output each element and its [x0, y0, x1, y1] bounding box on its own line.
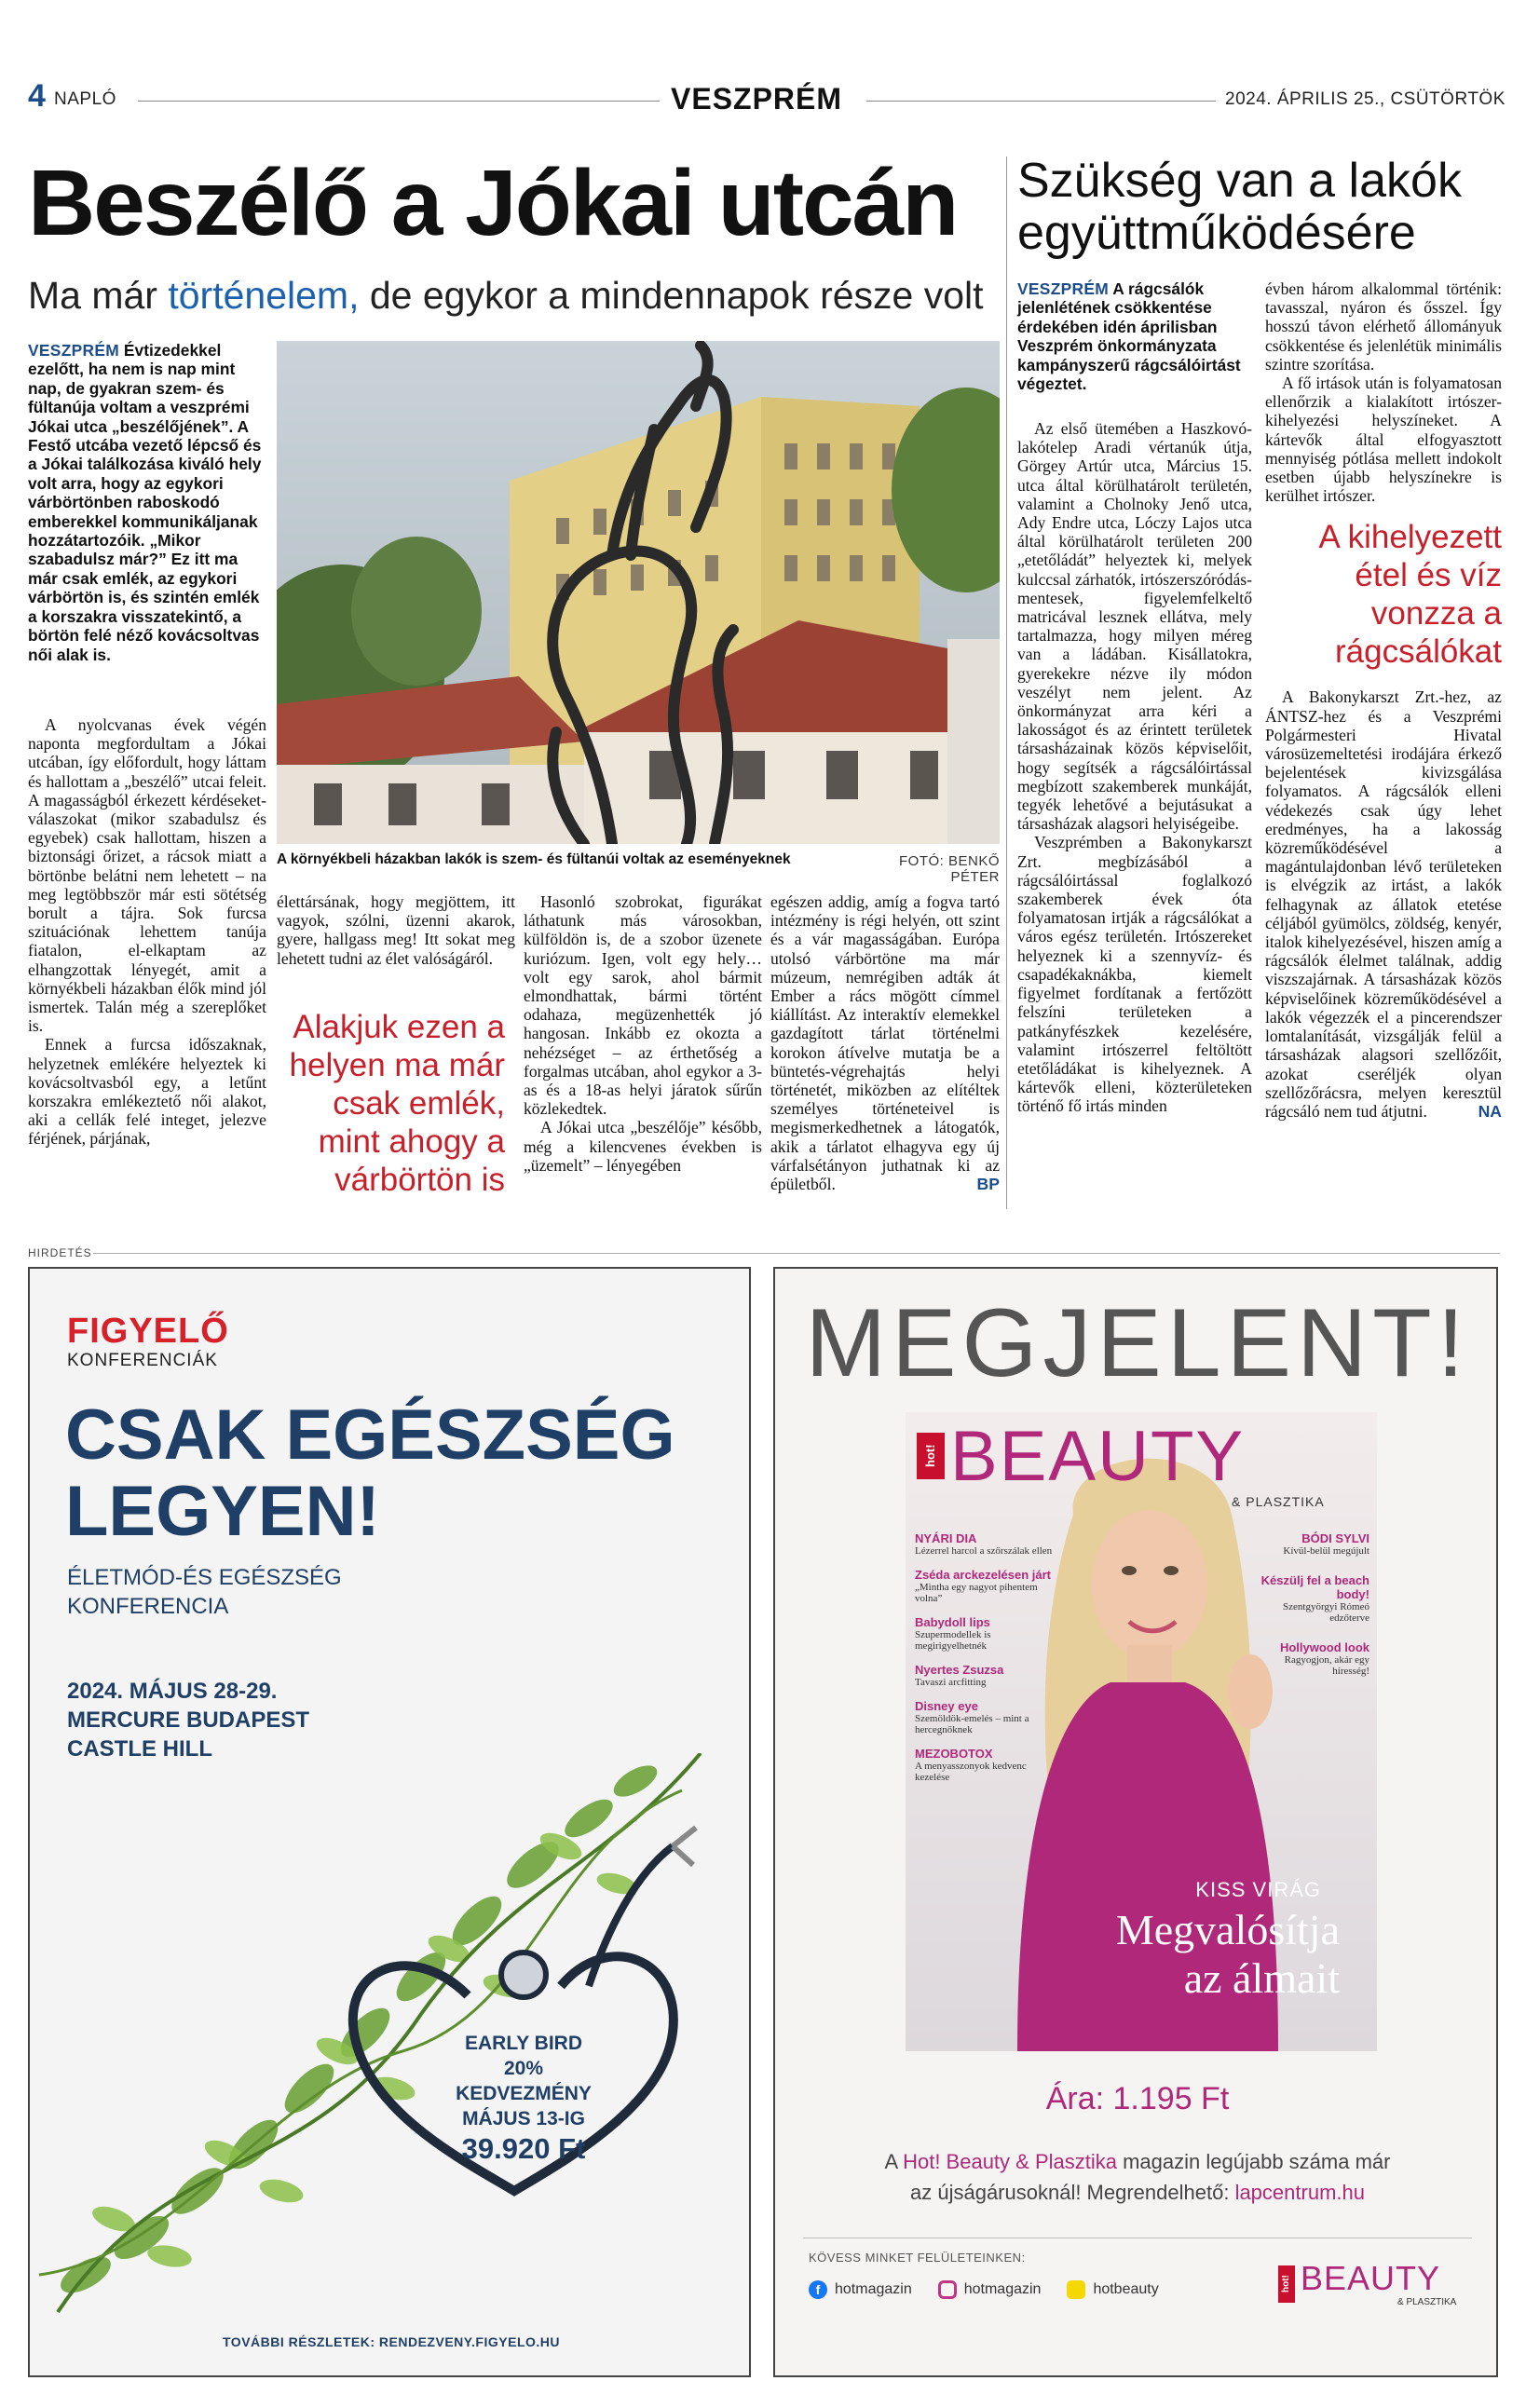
cover-right-item: Hollywood look Ragyogjon, akár egy híresség! — [1279, 1640, 1369, 1677]
main-lead-text: Évtizedekkel ezelőtt, ha nem is nap mint nap, de gyakran szem- és fültanúja voltam a veszprémi Jókai utca „beszélőjének”. A Festő utcába vezető lépcső és a Jókai találkozása kiváló hely volt arra, hogy az egykori várbörtönben raboskodó emberekkel kommunikáljanak hozzátartozóik. „Mikor szabadulsz már?” Ez itt ma már csak emlék, az egykori várbörtön is, és szintén emlék a korszakra visszatekintő, a börtön felé néző kovácsoltvas női alak is. — [28, 341, 262, 664]
cover-name: KISS VIRÁG — [1195, 1878, 1321, 1901]
cover-subtitle: & PLASZTIKA — [1232, 1494, 1325, 1509]
ad-conference-offer-2: 20% KEDVEZMÉNY — [456, 2058, 592, 2104]
ad-conference-offer — [435, 2031, 612, 2167]
main-col3 — [524, 892, 762, 1175]
section-title: VESZPRÉM — [671, 82, 843, 116]
ad-conference-offer-1: EARLY BIRD — [464, 2033, 583, 2054]
main-col2 — [277, 892, 515, 968]
social-instagram[interactable]: hotmagazin — [938, 2280, 1042, 2299]
social-snapchat[interactable]: hotbeauty — [1067, 2280, 1158, 2299]
ads-label: HIRDETÉS — [28, 1246, 92, 1259]
logo-sub: & PLASZTIKA — [1397, 2297, 1457, 2307]
header-rule-right — [866, 101, 1216, 102]
main-lead — [28, 341, 266, 664]
main-signature: BP — [976, 1175, 1000, 1194]
subhead-highlight: történelem, — [168, 274, 360, 317]
ad-magazine-promo: A Hot! Beauty & Plasztika magazin legújabb száma már az újságárusoknál! Megrendelhető: lapcentrum.hu — [884, 2150, 1391, 2204]
facebook-icon: f — [809, 2280, 827, 2299]
cover-slogan-2: az álmait — [1183, 1954, 1340, 2002]
article-divider — [1006, 156, 1007, 1209]
cover-badge: hot! — [917, 1433, 945, 1479]
promo-brand: Hot! Beauty & Plasztika — [903, 2150, 1117, 2173]
ad-conference-brand: FIGYELŐ — [67, 1312, 229, 1351]
main-col1 — [28, 715, 266, 1149]
ad-conference-brand-sub: KONFERENCIÁK — [67, 1351, 218, 1370]
main-col4-p1: egészen addig, amíg a fogva tartó intézmény is régi helyén, ott szint és a vár magasságában. Európa utolsó várbörtöne ma már múzeum, nemrégiben adták át Ember a rács mögött címmel kiállítást. Az interaktív elemekkel gazdagított tárlat történelmi korokon átívelve mutatja be a büntetés-végrehajtás helyi történetét, miközben az elítéltek személyes történeteivel is megismerkedhetnek a látogatók, akik a tárlatot elhagyva egy új várfalsétányon juthatnak ki az épületből. — [770, 892, 1000, 1194]
ad-conference-date-2: MERCURE BUDAPEST — [67, 1707, 310, 1733]
dna-stethoscope-illustration — [30, 1753, 751, 2331]
instagram-icon — [938, 2280, 957, 2299]
ad-conference-title-1: CSAK EGÉSZSÉG — [65, 1395, 675, 1475]
side-col2-p2: A fő irtások után is folyamatosan ellenőrzik a kialakított irtószer-kihelyezési helyszíneket. A kártevők által elfogyasztott mennyiség pótlása mellett indokolt esetben újabb helyszínekre is kerülhet irtószer. — [1265, 374, 1502, 506]
ad-conference-subtitle-2: KONFERENCIA — [67, 1594, 229, 1619]
header-rule-left — [138, 101, 660, 102]
cover-item: NYÁRI DIA Lézerrel harcol a szőrszálak ellen — [915, 1531, 1053, 1557]
main-col1-p1: A nyolcvanas évek végén naponta megfordultam a Jókai utcában, így előfordult, hogy láttam és hallottam a „beszélő” utcai feleit. A magasságból érkezett kérdéseket-válaszokat (mikor szabadulsz és egyebek) csak hallottam, hiszen a biztonsági őrizet, a rácsok miatt a börtönbe belátni nem lehetett – na meg legtöbbször már esti sötétség borult a tájra. Sok furcsa szituációnak lehettem tanúja fiatalon, el-elkaptam az elhangzottak lényegét, amit a környékbeli házakban élők mind jól ismertek. Talán még a szereplőket is. — [28, 715, 266, 1036]
ad-conference-footer[interactable]: TOVÁBBI RÉSZLETEK: RENDEZVENY.FIGYELO.HU — [223, 2334, 560, 2349]
ad-conference-title — [65, 1397, 675, 1550]
main-photo — [277, 341, 1000, 844]
main-lead-kicker: VESZPRÉM — [28, 341, 120, 360]
follow-label: KÖVESS MINKET FELÜLETEINKEN: — [809, 2251, 1026, 2265]
side-pull-quote: A kihelyezett étel és víz vonzza a rágcsálókat — [1318, 519, 1502, 671]
side-lead — [1017, 279, 1252, 393]
ads-rule — [93, 1253, 1500, 1254]
cover-slogan-1: Megvalósítja — [1115, 1906, 1340, 1953]
ad-conference-subtitle-1: ÉLETMÓD-ÉS EGÉSZSÉG — [67, 1565, 342, 1590]
ad-conference-price: 39.920 Ft — [461, 2132, 586, 2165]
ad-conference[interactable] — [28, 1267, 751, 2377]
ad-conference-dates — [67, 1677, 309, 1763]
cover-item: MEZOBOTOX A menyasszonyok kedvenc kezelése — [915, 1747, 1027, 1783]
side-lead-text: A rágcsálók jelenlétének csökkentése érdekében idén áprilisban Veszprém önkormányzata kampányszerű rágcsálóirtást végeztet. — [1017, 279, 1241, 394]
ad-conference-subtitle — [67, 1563, 342, 1621]
side-lead-kicker: VESZPRÉM — [1017, 279, 1110, 298]
cover-right-items — [1247, 1531, 1369, 1694]
ad-magazine[interactable] — [773, 1267, 1498, 2377]
cover-right-item: Készülj fel a beach body! Szentgyörgyi Rómeó edzőterve — [1260, 1573, 1369, 1624]
ad-magazine-headline: MEGJELENT! — [805, 1289, 1470, 1397]
cover-item: Disney eye Szemöldök-emelés – mint a hercegnőknek — [915, 1699, 1029, 1735]
logo-title: BEAUTY — [1301, 2259, 1441, 2297]
ad-conference-date-1: 2024. MÁJUS 28-29. — [67, 1679, 278, 1704]
main-pull-quote: Alakjuk ezen a helyen ma már csak emlék, mint ahogy a várbörtön is — [289, 1009, 505, 1198]
cover-slogan — [906, 1906, 1377, 2003]
ad-conference-offer-3: MÁJUS 13-IG — [462, 2108, 585, 2129]
cover-item: Babydoll lips Szupermodellek is megirigyelhetnék — [915, 1615, 991, 1652]
main-col3-p1: Hasonló szobrokat, figurákat láthatunk más városokban, külföldön is, de a szobor üzenete kuriózum. Igen, volt egy hely… volt egy sarok, ahol bármit elmondhattak, bármi történt odahaza, megüzenhették jó hangosan. Inkább ez okozta a nehézséget – az érthetőség a forgalmas utcában, ahol egykor a 3-as és a 18-as helyi járatok sűrűn közlekedtek. — [524, 892, 762, 1119]
issue-date: 2024. ÁPRILIS 25., CSÜTÖRTÖK — [1225, 89, 1506, 109]
social-facebook[interactable]: f hotmagazin — [809, 2280, 912, 2299]
magazine-cover — [906, 1412, 1377, 2051]
cover-item: Nyertes Zsuzsa Tavaszi arcfitting — [915, 1663, 1004, 1688]
side-col1-p2: Veszprémben a Bakonykarszt Zrt. megbízásából a rágcsálóirtással foglalkozó szakemberek évek óta folyamatosan irtják a rágcsálókat a város egész területén. Irtószereket helyeznek ki a szennyvíz- és csapadékaknákba, kiemelt figyelmet fordítanak a fertőzött felszíni területeken a patkányfészkek kezelésére, valamint irtószerrel feltöltött etetőládákat is kihelyeznek. A kártevők elleni, közterületeken történő fő irtás minden — [1017, 833, 1252, 1116]
logo-badge: hot! — [1278, 2265, 1295, 2303]
main-col2-p1: élettársának, hogy megjöttem, itt vagyok, szólni, üzenni akarok, gyere, hallgass meg! Itt sokat meg lehetett tudni az élet valóságáról. — [277, 892, 515, 968]
cover-title: BEAUTY — [950, 1417, 1246, 1496]
main-subhead — [28, 275, 997, 317]
photo-illustration — [277, 341, 1000, 844]
main-col4 — [770, 892, 1000, 1193]
main-col1-p2: Ennek a furcsa időszaknak, helyzetnek emlékére helyeztek ki kovácsoltvasból egy, a letűnt korszakra emlékeztető női alakot, aki a cellák felé integet, jelezve férjének, párjának, — [28, 1035, 266, 1149]
ad-conference-date-3: CASTLE HILL — [67, 1736, 212, 1762]
snapchat-icon — [1067, 2280, 1085, 2299]
side-col2-p3: A Bakonykarszt Zrt.-hez, az ÁNTSZ-hez és a Veszprémi Polgármesteri Hivatal városüzemeltetési irodájára érkező bejelentések kivizsgálása folyamatos. A rágcsálók elleni védekezés csak úgy lehet eredményes, ha a lakosság közreműködésével a magántulajdonban lévő területeken is elvégzik az irtást, a lakók felhagynak az állatok etetése céljából gyümölcs, zöldség, kenyér, italok kihelyezésével, hiszen amíg a rágcsálók élelmet találnak, addig viszszajárnak. A társasházak közös képviselőinek közreműködésével a lakók végezzék el a pincerendszer lomtalanítását, vizsgálják felül a társasházak alagsori szellőzőit, azokat cseréljék olyan szellőzőrácsra, melyen keresztül rágcsáló nem tud átjutni. — [1265, 687, 1502, 1121]
subhead-post: de egykor a mindennapok része volt — [359, 274, 984, 317]
ad-conference-title-2: LEGYEN! — [65, 1472, 380, 1551]
paper-name: NAPLÓ — [54, 89, 116, 109]
main-headline: Beszélő a Jókai utcán — [28, 151, 958, 255]
subhead-pre: Ma már — [28, 274, 169, 317]
photo-caption: A környékbeli házakban lakók is szem- és fültanúi voltak az eseményeknek — [277, 851, 791, 867]
side-signature: NA — [1478, 1102, 1502, 1122]
cover-left-items — [915, 1531, 1055, 1794]
side-col1-p1: Az első ütemében a Haszkovó-lakótelep Aradi vértanúk útja, Görgey Artúr utca, Március 15. utca által körülhatárolt területén, valamint a Cholnoky Jenő utca, Ady Endre utca, Lóczy Lajos utca által körülhatárolt területen 200 „etetőládát” helyeztek ki, melyek kulccsal zárhatók, irtószerszóródás-mentesek, figyelemfelkeltő matricával lesznek ellátva, mely tartalmazza, hogy milyen méreg van a ládában. Kisállatokra, gyerekekre nézve ily módon veszélyt nem jelent. Az önkormányzat arra kéri a lakosságot és az érintett területek társasházainak közös képviselőit, hogy segítsék a rágcsálóirtással megbízott szakemberek munkáját, tegyék lehetővé a bejutásukat a társasházak alagsori helyiségeibe. — [1017, 419, 1252, 834]
side-col1 — [1017, 419, 1252, 1116]
side-col2 — [1265, 279, 1502, 1121]
cover-right-item: BÓDI SYLVI Kívül-belül megújult — [1283, 1531, 1369, 1557]
photo-credit: FOTÓ: BENKŐ PÉTER — [898, 853, 1000, 885]
main-col3-p2: A Jókai utca „beszélője” később, még a kilencvenes években is „üzemelt” – lényegében — [524, 1118, 762, 1175]
social-links — [809, 2280, 1159, 2299]
ad-magazine-price: Ára: 1.195 Ft — [1045, 2081, 1230, 2116]
side-headline: Szükség van a lakók együttműködésére — [1017, 154, 1462, 260]
page-number: 4 — [28, 78, 46, 114]
cover-item: Zséda arckezelésen járt „Mintha egy nagyot pihentem volna” — [915, 1568, 1051, 1604]
ad-magazine-logo — [1278, 2259, 1474, 2314]
promo-url-link[interactable]: lapcentrum.hu — [1234, 2181, 1365, 2204]
side-col2-p1: évben három alkalommal történik: tavasszal, nyáron és ősszel. Így hosszú távon elérhető állományuk csökkentése és jelenlétük minimális szintre szorítása. — [1265, 279, 1502, 374]
